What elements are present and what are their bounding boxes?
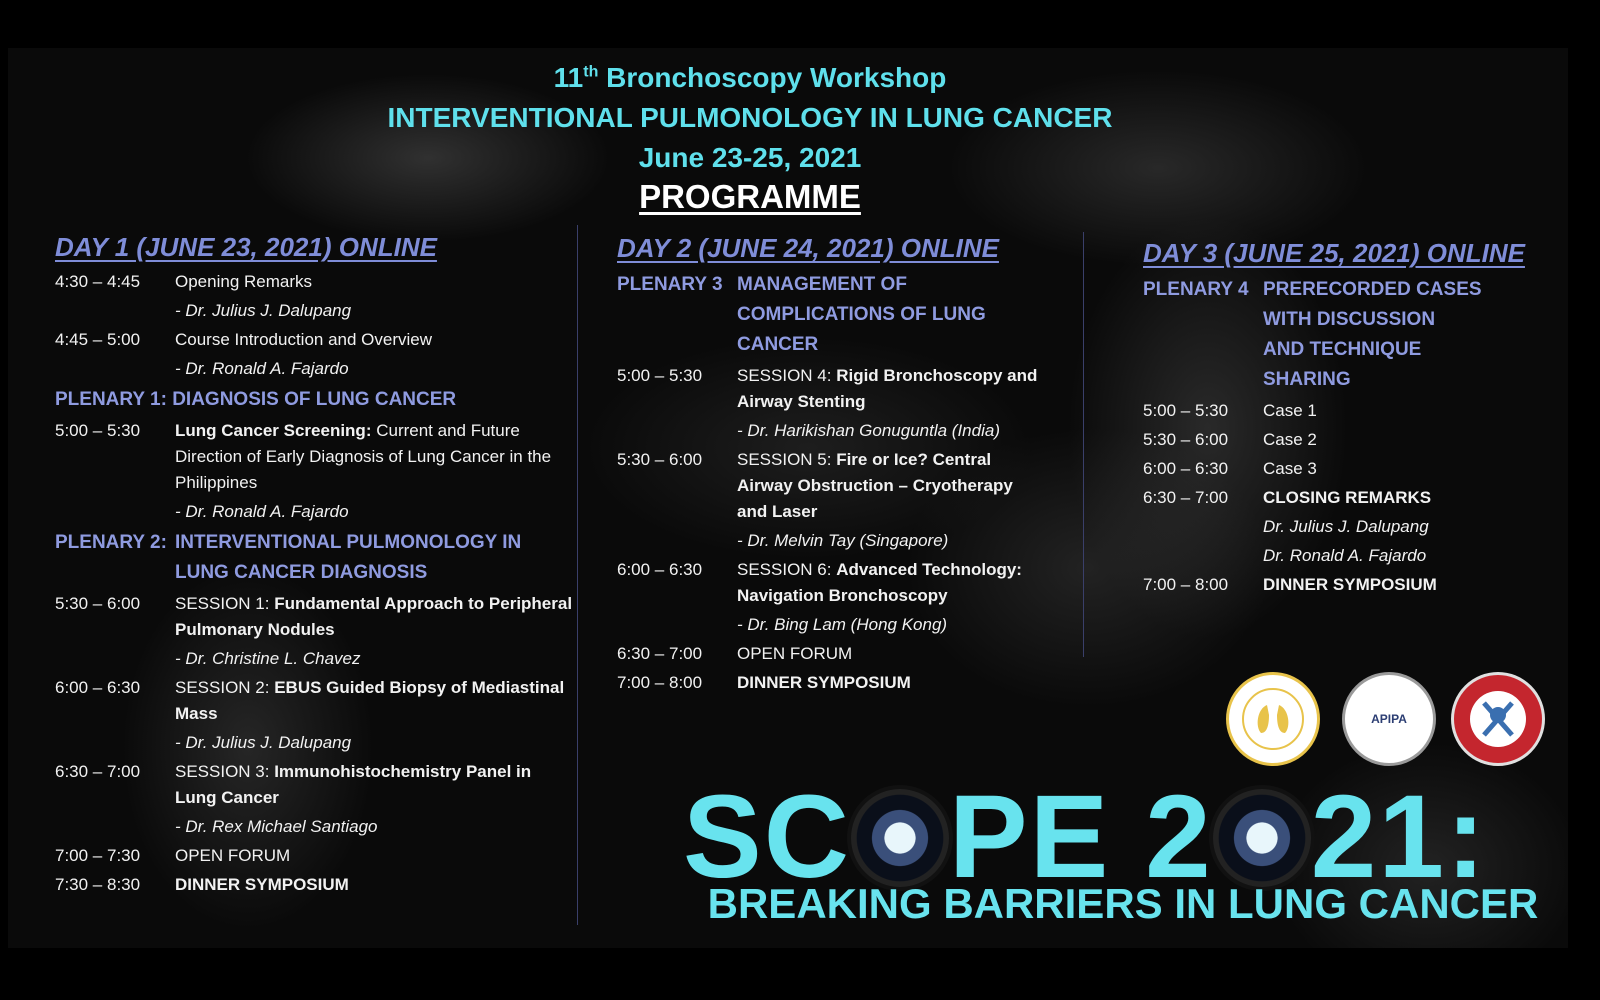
speaker: - Dr. Bing Lam (Hong Kong): [737, 615, 948, 634]
lungs-icon: [1229, 675, 1317, 763]
schedule-row: [55, 759, 575, 811]
plenary-heading: PLENARY 1: DIAGNOSIS OF LUNG CANCER: [55, 389, 457, 410]
speaker: - Dr. Harikishan Gonuguntla (India): [737, 421, 1000, 440]
pccp-logo: [1226, 672, 1320, 766]
day3-column: [1143, 238, 1563, 598]
item: DINNER SYMPOSIUM: [737, 673, 911, 692]
item: SESSION 2: EBUS Guided Biopsy of Mediastinal Mass: [175, 678, 565, 723]
schedule-row: [617, 670, 1047, 696]
day1-column: [55, 232, 575, 898]
schedule-row: [55, 591, 575, 643]
plenary-heading: PLENARY 3 MANAGEMENT OF COMPLICATIONS OF LUNG CANCER: [617, 274, 986, 355]
speaker: - Dr. Rex Michael Santiago: [175, 817, 378, 836]
item: Case 3: [1263, 459, 1317, 478]
schedule-row: [1143, 456, 1563, 482]
apipa-logo: [1342, 672, 1436, 766]
item: DINNER SYMPOSIUM: [175, 875, 349, 894]
schedule-row: [1143, 572, 1563, 598]
time: 6:00 – 6:30: [1143, 459, 1229, 478]
waib-logo: [1451, 672, 1545, 766]
time: 5:30 – 6:00: [617, 450, 703, 469]
item: Course Introduction and Overview: [175, 330, 433, 349]
time: 5:00 – 5:30: [617, 366, 703, 385]
item: OPEN FORUM: [737, 644, 853, 663]
time: 6:00 – 6:30: [55, 678, 141, 697]
day2-title: DAY 2 (JUNE 24, 2021) ONLINE: [617, 233, 999, 263]
schedule-row: [617, 641, 1047, 667]
schedule-row: [617, 557, 1047, 609]
workshop-dates: June 23-25, 2021: [638, 142, 862, 173]
schedule-row: [55, 675, 575, 727]
speaker: Dr. Ronald A. Fajardo: [1263, 546, 1427, 565]
schedule-row: [1143, 427, 1563, 453]
item: SESSION 5: Fire or Ice? Central Airway Obstruction – Cryotherapy and Laser: [737, 450, 1013, 521]
programme-heading: PROGRAMME: [639, 178, 861, 215]
time: 4:30 – 4:45: [55, 272, 141, 291]
schedule-row: [617, 363, 1047, 415]
item: SESSION 3: Immunohistochemistry Panel in Lung Cancer: [175, 762, 532, 807]
schedule-row: [55, 327, 575, 353]
camera-lens-icon: [851, 789, 949, 887]
schedule-row: [55, 269, 575, 295]
item: Lung Cancer Screening: Current and Future Direction of Early Diagnosis of Lung Cancer in the Philippines: [175, 421, 552, 492]
day1-title: DAY 1 (JUNE 23, 2021) ONLINE: [55, 232, 437, 262]
speaker: - Dr. Christine L. Chavez: [175, 649, 361, 668]
item: SESSION 6: Advanced Technology: Navigation Bronchoscopy: [737, 560, 1022, 605]
plenary-heading: PLENARY 2: INTERVENTIONAL PULMONOLOGY IN LUNG CANCER DIAGNOSIS: [55, 532, 522, 583]
speaker: - Dr. Ronald A. Fajardo: [175, 502, 349, 521]
item: Case 1: [1263, 401, 1317, 420]
item: DINNER SYMPOSIUM: [1263, 575, 1437, 594]
time: 5:00 – 5:30: [1143, 401, 1229, 420]
bronchoscope-emblem-icon: [1454, 675, 1542, 763]
item: CLOSING REMARKS: [1263, 488, 1432, 507]
tagline: BREAKING BARRIERS IN LUNG CANCER: [707, 880, 1539, 927]
item: SESSION 1: Fundamental Approach to Peripheral Pulmonary Nodules: [175, 594, 573, 639]
day2-column: [617, 233, 1047, 696]
schedule-row: [55, 843, 575, 869]
item: SESSION 4: Rigid Bronchoscopy and Airway Stenting: [737, 366, 1038, 411]
time: 7:00 – 7:30: [55, 846, 141, 865]
time: 5:30 – 6:00: [1143, 430, 1229, 449]
time: 6:30 – 7:00: [1143, 488, 1229, 507]
schedule-row: [1143, 398, 1563, 424]
speaker: - Dr. Julius J. Dalupang: [175, 733, 352, 752]
workshop-subtitle: INTERVENTIONAL PULMONOLOGY IN LUNG CANCER: [387, 102, 1113, 133]
column-divider: [577, 225, 578, 925]
schedule-row: [617, 447, 1047, 525]
scope-2021-logo: SC PE 2 21:: [683, 771, 1488, 903]
time: 7:00 – 8:00: [617, 673, 703, 692]
time: 7:30 – 8:30: [55, 875, 141, 894]
time: 4:45 – 5:00: [55, 330, 141, 349]
schedule-row: [1143, 485, 1563, 511]
schedule-row: [55, 418, 575, 496]
item: Opening Remarks: [175, 272, 313, 291]
item: Case 2: [1263, 430, 1317, 449]
time: 6:00 – 6:30: [617, 560, 703, 579]
schedule-row: [55, 872, 575, 898]
time: 7:00 – 8:00: [1143, 575, 1229, 594]
time: 6:30 – 7:00: [55, 762, 141, 781]
time: 5:00 – 5:30: [55, 421, 141, 440]
speaker: - Dr. Melvin Tay (Singapore): [737, 531, 949, 550]
speaker: - Dr. Ronald A. Fajardo: [175, 359, 349, 378]
speaker: - Dr. Julius J. Dalupang: [175, 301, 352, 320]
speaker: Dr. Julius J. Dalupang: [1263, 517, 1429, 536]
apipa-logo-text: APIPA: [1371, 712, 1407, 726]
workshop-title: 11th Bronchoscopy Workshop: [553, 62, 947, 93]
item: OPEN FORUM: [175, 846, 291, 865]
plenary-heading: PLENARY 4 PRERECORDED CASES WITH DISCUSSION AND TECHNIQUE SHARING: [1143, 279, 1482, 390]
time: 5:30 – 6:00: [55, 594, 141, 613]
column-divider: [1083, 232, 1084, 657]
time: 6:30 – 7:00: [617, 644, 703, 663]
camera-lens-icon: [1213, 789, 1311, 887]
day3-title: DAY 3 (JUNE 25, 2021) ONLINE: [1143, 238, 1525, 268]
